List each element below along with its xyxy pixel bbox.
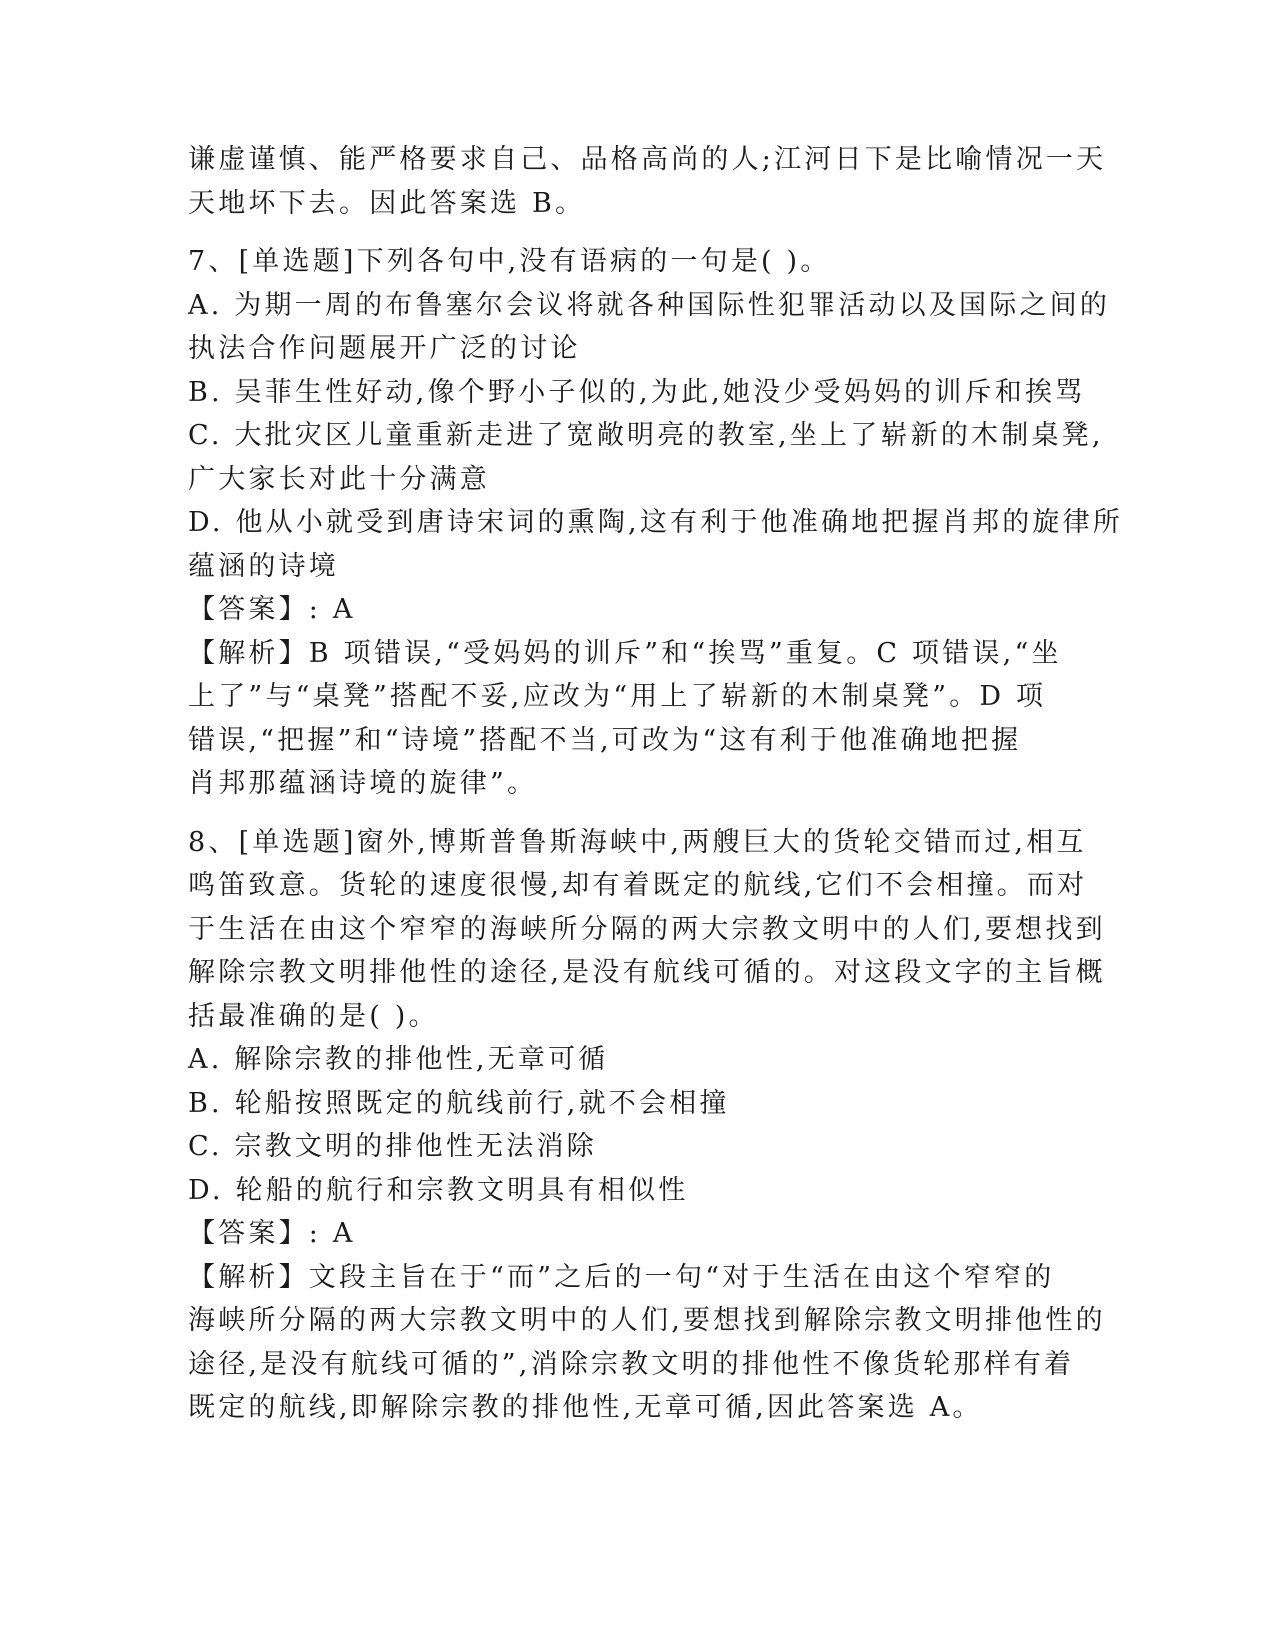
analysis-text: 既定的航线,即解除宗教的排他性,无章可循,因此答案选 A。 — [188, 1392, 983, 1423]
analysis-text: 上了”与“桌凳”搭配不妥,应改为“用上了崭新的木制桌凳”。D 项 — [188, 681, 1047, 712]
answer-label: 【答案】: A — [188, 594, 356, 625]
option-a: A. 解除宗教的排他性,无章可循 — [188, 1044, 609, 1075]
analysis-text: 【解析】文段主旨在于“而”之后的一句“对于生活在由这个窄窄的 — [188, 1261, 1055, 1293]
option-a-cont: 执法合作问题展开广泛的讨论 — [188, 333, 581, 364]
option-b: B. 轮船按照既定的航线前行,就不会相撞 — [188, 1087, 730, 1119]
analysis-text: 【解析】B 项错误,“受妈妈的训斥”和“挨骂”重复。C 项错误,“坐 — [188, 637, 1062, 669]
question-stem: 鸣笛致意。货轮的速度很慢,却有着既定的航线,它们不会相撞。而对 — [188, 870, 1088, 901]
option-a: A. 为期一周的布鲁塞尔会议将就各种国际性犯罪活动以及国际之间的 — [188, 289, 1111, 321]
answer-label: 【答案】: A — [188, 1218, 356, 1249]
previous-analysis-continuation — [188, 138, 1107, 225]
analysis-text: 错误,“把握”和“诗境”搭配不当,可改为“这有利于他准确地把握 — [188, 724, 1022, 756]
question-7 — [188, 240, 1124, 806]
question-stem: 括最准确的是( )。 — [188, 1000, 439, 1032]
option-d-cont: 蕴涵的诗境 — [188, 550, 339, 582]
option-c-cont: 广大家长对此十分满意 — [188, 463, 490, 495]
question-stem: 于生活在由这个窄窄的海峡所分隔的两大宗教文明中的人们,要想找到 — [188, 913, 1106, 945]
question-stem: 8、[单选题]窗外,博斯普鲁斯海峡中,两艘巨大的货轮交错而过,相互 — [188, 826, 1087, 858]
option-d: D. 轮船的航行和宗教文明具有相似性 — [188, 1174, 689, 1206]
option-b: B. 吴菲生性好动,像个野小子似的,为此,她没少受妈妈的训斥和挨骂 — [188, 376, 1086, 408]
text-line: 谦虚谨慎、能严格要求自己、品格高尚的人;江河日下是比喻情况一天 — [188, 144, 1107, 175]
page-content — [188, 138, 1124, 1430]
question-8 — [188, 821, 1106, 1430]
option-d: D. 他从小就受到唐诗宋词的熏陶,这有利于他准确地把握肖邦的旋律所 — [188, 507, 1124, 538]
option-c: C. 宗教文明的排他性无法消除 — [188, 1131, 597, 1162]
text-line: 天地坏下去。因此答案选 B。 — [188, 187, 586, 219]
question-stem: 7、[单选题]下列各句中,没有语病的一句是( )。 — [188, 246, 831, 277]
question-stem: 解除宗教文明排他性的途径,是没有航线可循的。对这段文字的主旨概 — [188, 957, 1106, 988]
analysis-text: 途径,是没有航线可循的”,消除宗教文明的排他性不像货轮那样有着 — [188, 1348, 1075, 1380]
analysis-text: 肖邦那蕴涵诗境的旋律”。 — [188, 768, 538, 799]
option-c: C. 大批灾区儿童重新走进了宽敞明亮的教室,坐上了崭新的木制桌凳, — [188, 420, 1104, 451]
analysis-text: 海峡所分隔的两大宗教文明中的人们,要想找到解除宗教文明排他性的 — [188, 1305, 1106, 1336]
